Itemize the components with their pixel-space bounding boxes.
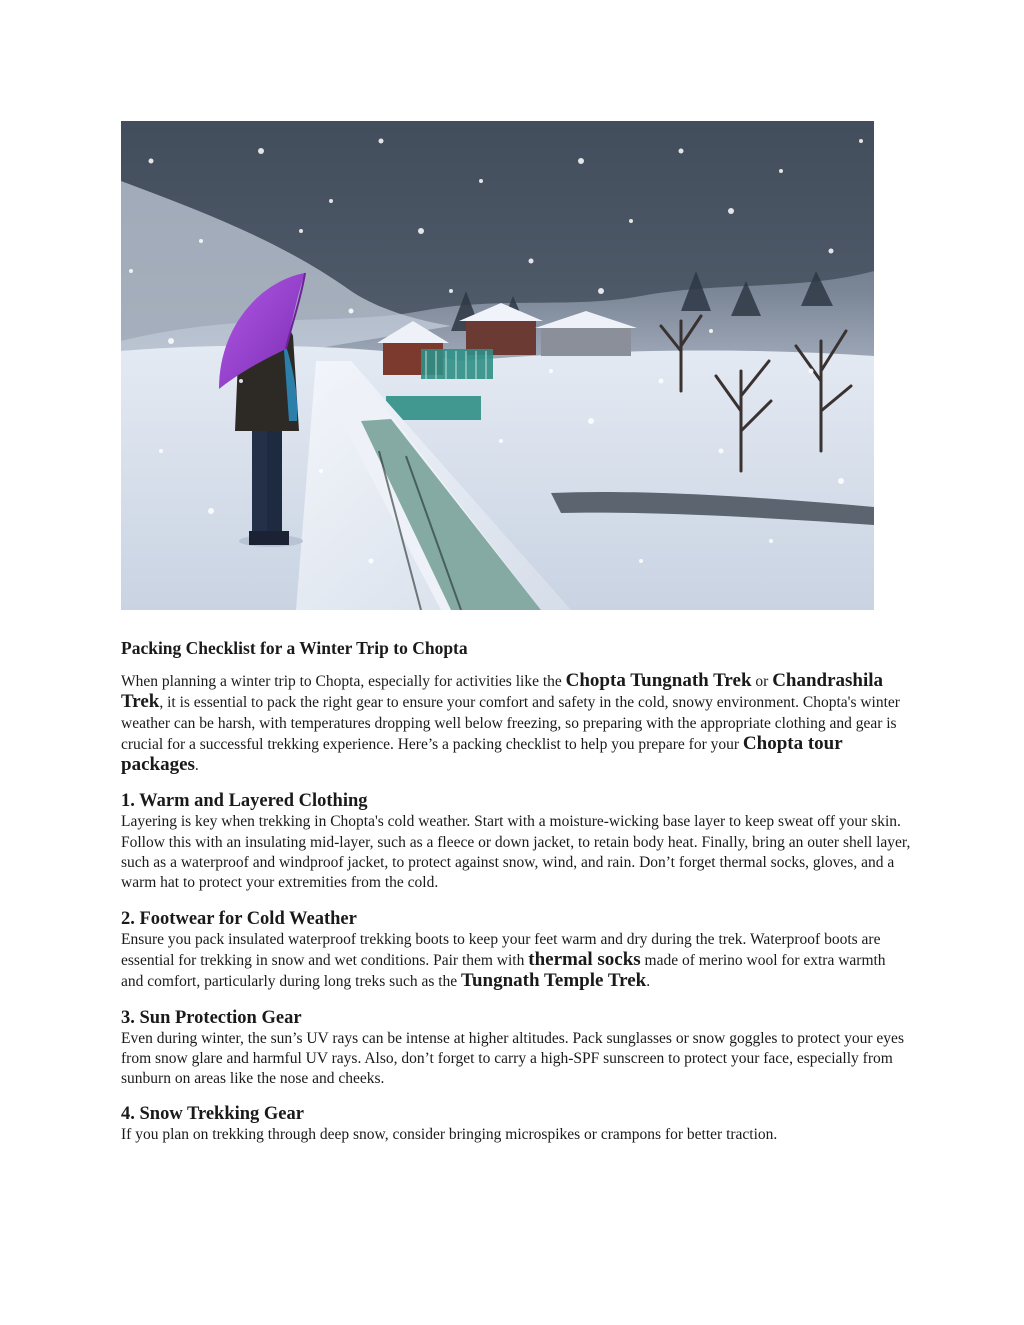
document-title: Packing Checklist for a Winter Trip to Chopta: [121, 638, 468, 658]
link-tungnath-temple-trek[interactable]: Tungnath Temple Trek: [461, 970, 647, 992]
intro-text-3: , it is essential to pack the right gear to ensure your comfort and safety in the cold, snowy environment. Chopta's winter weather can be harsh, with temperatures dropping well below freezing, so preparing with the appropriate clothing and gear is crucial for a successful trekking experience. Here’s a packing checklist to help you prepare for your: [121, 694, 900, 753]
link-chopta-tungnath-trek[interactable]: Chopta Tungnath Trek: [565, 670, 752, 691]
intro-paragraph: [121, 671, 911, 776]
hero-photo-snowy-bridge: [121, 121, 874, 610]
section-body-warm-clothing: Layering is key when trekking in Chopta's cold weather. Start with a moisture-wicking base layer to keep sweat off your skin. Follow this with an insulating mid-layer, such as a fleece or down jacket, to retain body heat. Finally, bring an outer shell layer, such as a waterproof and windproof jacket, to protect against snow, wind, and rain. Don’t forget thermal socks, gloves, and a warm hat to protect your extremities from the cold.: [121, 813, 911, 892]
intro-text-4: .: [194, 757, 199, 775]
section-heading-snow-trekking-gear: 4. Snow Trekking Gear: [121, 1104, 304, 1125]
link-chandrashila-trek[interactable]: Chandrashila Trek: [121, 670, 884, 713]
hero-photo-illustration: [121, 121, 874, 610]
intro-text-2: or: [751, 673, 773, 690]
footwear-text-2: made of merino wool for extra warmth and comfort, particularly during long treks such as the: [121, 951, 886, 991]
link-thermal-socks[interactable]: thermal socks: [528, 948, 641, 970]
intro-text-1: When planning a winter trip to Chopta, especially for activities like the: [121, 673, 566, 690]
section-body-snow-trekking-gear: If you plan on trekking through deep snow, consider bringing microspikes or crampons for better traction.: [121, 1126, 778, 1144]
footwear-text-3: .: [646, 973, 651, 991]
section-heading-sun-protection: 3. Sun Protection Gear: [121, 1007, 302, 1028]
document-page: [121, 121, 911, 1146]
footwear-text-1: Ensure you pack insulated waterproof trekking boots to keep your feet warm and dry during the trek. Waterproof boots are essential for trekking in snow and wet conditions. Pair them with: [121, 930, 881, 969]
link-chopta-tour-packages[interactable]: Chopta tour packages: [121, 732, 843, 776]
section-body-sun-protection: Even during winter, the sun’s UV rays can be intense at higher altitudes. Pack sunglasses or snow goggles to protect your eyes from snow glare and harmful UV rays. Also, don’t forget to carry a high-SPF sunscreen to protect your face, especially from sunburn on areas like the nose and cheeks.: [121, 1029, 904, 1088]
section-body-footwear: [121, 930, 911, 993]
section-heading-warm-clothing: 1. Warm and Layered Clothing: [121, 791, 368, 812]
section-heading-footwear: 2. Footwear for Cold Weather: [121, 908, 357, 929]
